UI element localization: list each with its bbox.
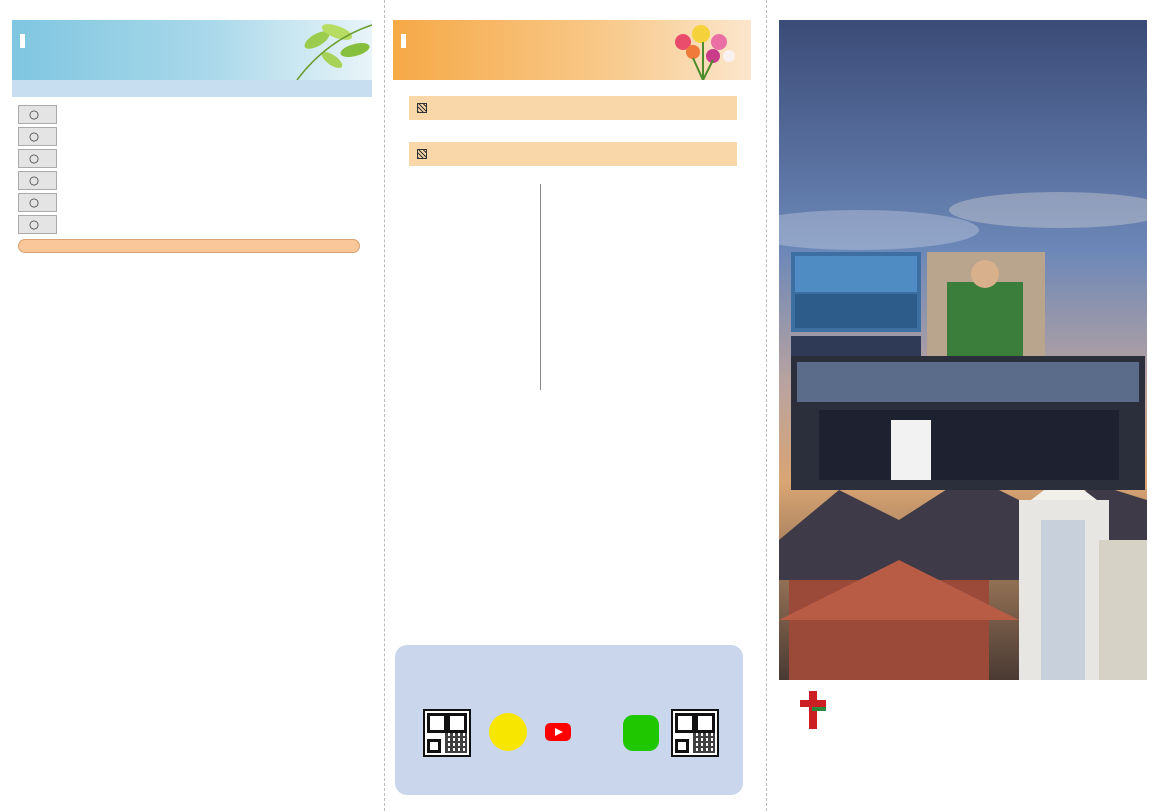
servants-list [393,182,751,414]
news-panel [12,20,372,253]
section-heading: ○ [18,171,57,190]
section-heading: ○ [18,105,57,124]
flower-bouquet-icon [663,20,743,80]
section-heading: ○ [18,149,57,168]
youtube-icon[interactable] [545,723,571,741]
cover-photo [779,20,1147,680]
info-header [393,20,751,80]
schedule-heading [409,96,737,120]
pastor-message [12,80,372,97]
kakao-qr-code[interactable] [423,709,471,757]
band-qr-code[interactable] [671,709,719,757]
leaves-icon [277,20,372,80]
church-cross-icon [800,691,826,729]
qr-info-box [395,645,743,795]
servants-heading [409,142,737,166]
section-heading: ○ [18,215,57,234]
band-icon[interactable] [623,715,659,751]
kakao-channel-icon[interactable] [489,713,527,751]
cover-panel [779,20,1147,680]
section-heading: ○ [18,127,57,146]
news-header [12,20,372,80]
information-panel [393,20,751,414]
section-heading: ○ [18,193,57,212]
news-sections [12,103,372,235]
church-footer [790,683,1142,803]
prayer-topics [18,239,360,253]
